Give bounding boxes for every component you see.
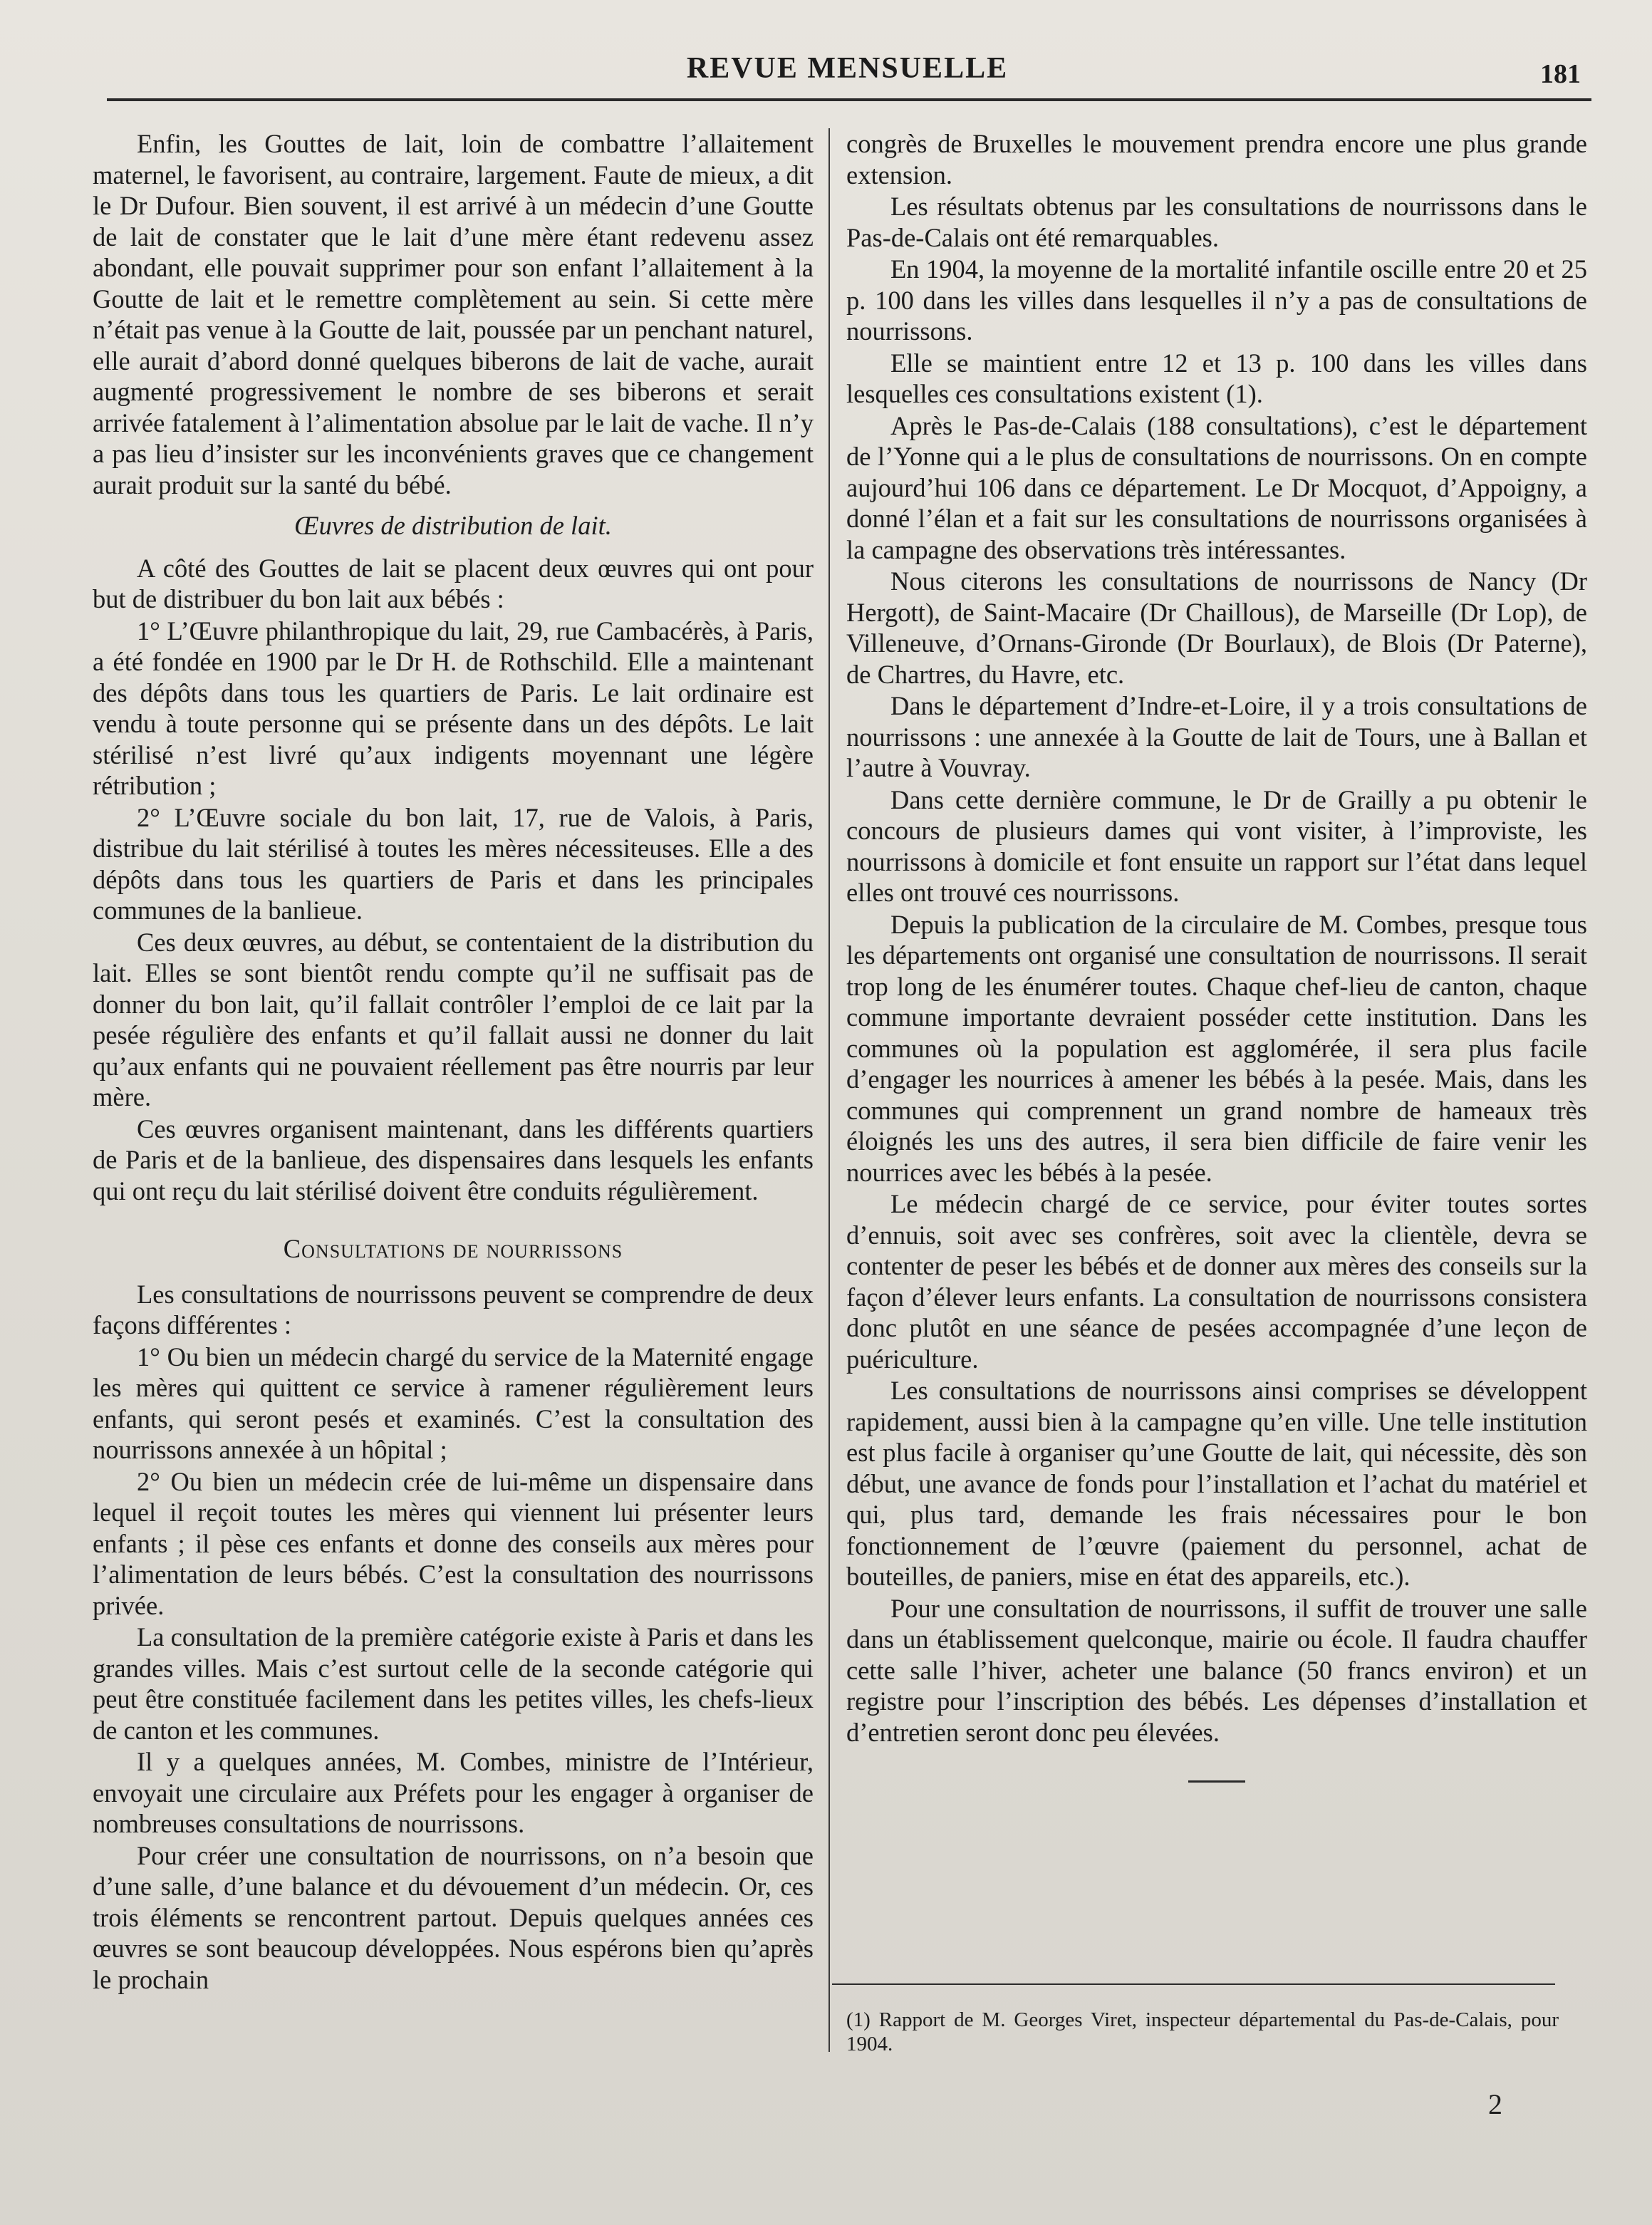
left-column xyxy=(93,128,814,1996)
paragraph: Nous citerons les consultations de nourrissons de Nancy (Dr Hergott), de Saint-Macaire (Dr Chaillous), de Marseille (Dr Lop), de Villeneuve, d’Ornans-Gironde (Dr Bourlaux), de Blois (Dr Paterne), de Chartres, du Havre, etc. xyxy=(846,566,1587,689)
sheet-signature: 2 xyxy=(1488,2088,1502,2120)
paragraph: Dans cette dernière commune, le Dr de Grailly a pu obtenir le concours de plusieurs dames qui vont visiter, à l’improviste, les nourrissons à domicile et font ensuite un rapport sur l’état dans lequel elles ont trouvé ces nourrissons. xyxy=(846,784,1587,907)
paragraph: Ces œuvres organisent maintenant, dans les différents quartiers de Paris et de la banlieue, des dispensaires dans lesquels les enfants qui ont reçu du lait stérilisé doivent être conduits régulièrement. xyxy=(93,1114,814,1205)
running-head xyxy=(107,51,1588,94)
paragraph: Depuis la publication de la circulaire de M. Combes, presque tous les départements ont organisé une consultation de nourrissons. Il serait trop long de les énumérer toutes. Chaque chef-lieu de canton, chaque commune importante devraient posséder cette institution. Dans les communes où la population est agglomérée, il sera plus facile d’engager les nourrices à amener les bébés à la pesée. Mais, dans les communes qui comprennent un grand nombre de hameaux très éloignés les uns des autres, il sera bien difficile de faire venir les nourrices avec les bébés à la pesée. xyxy=(846,909,1587,1187)
footnote: (1) Rapport de M. Georges Viret, inspecteur départemental du Pas-de-Calais, pour 1904. xyxy=(846,2008,1559,2055)
paragraph: Il y a quelques années, M. Combes, ministre de l’Intérieur, envoyait une circulaire aux Préfets pour les engager à organiser de nombreuses consultations de nourrissons. xyxy=(93,1747,814,1838)
paragraph: Les consultations de nourrissons peuvent se comprendre de deux façons différentes : xyxy=(93,1279,814,1339)
paragraph: Le médecin chargé de ce service, pour éviter toutes sortes d’ennuis, soit avec ses confrères, soit avec la clientèle, devra se contenter de peser les bébés et de donner aux mères des conseils sur la façon d’élever leurs enfants. La consultation de nourrissons consistera donc plutôt en une séance de pesées accompagnée d’une leçon de puériculture. xyxy=(846,1189,1587,1374)
paragraph: 1° L’Œuvre philanthropique du lait, 29, rue Cambacérès, à Paris, a été fondée en 1900 par le Dr H. de Rothschild. Elle a maintenant des dépôts dans tous les quartiers de Paris. Le lait ordinaire est vendu à toute personne qui se présente dans un des dépôts. Le lait stérilisé n’est livré qu’aux indigents moyennant une légère rétribution ; xyxy=(93,616,814,800)
footnote-rule xyxy=(832,1983,1555,1985)
paragraph: congrès de Bruxelles le mouvement prendra encore une plus grande extension. xyxy=(846,129,1587,190)
section-heading-distribution: Œuvres de distribution de lait. xyxy=(294,511,612,540)
paragraph: Les résultats obtenus par les consultations de nourrissons dans le Pas-de-Calais ont été remarquables. xyxy=(846,192,1587,252)
header-rule xyxy=(107,98,1591,101)
paragraph: Enfin, les Gouttes de lait, loin de combattre l’allaitement maternel, le favorisent, au contraire, largement. Faute de mieux, a dit le Dr Dufour. Bien souvent, il est arrivé à un médecin d’une Goutte de lait de constater que le lait d’une mère étant redevenu assez abondant, elle pouvait supprimer pour son enfant l’allaitement à la Goutte de lait et le remettre complètement au sein. Si cette mère n’était pas venue à la Goutte de lait, poussée par un penchant naturel, elle aurait d’abord donné quelques biberons de lait de vache, aurait augmenté progressivement le nombre de ses biberons et serait arrivée fatalement à l’alimentation absolue par le lait de vache. Il n’y a pas lieu d’insister sur les inconvénients graves que ce changement aurait produit sur la santé du bébé. xyxy=(93,129,814,499)
paragraph: La consultation de la première catégorie existe à Paris et dans les grandes villes. Mais c’est surtout celle de la seconde catégorie qui peut être constituée facilement dans les petites villes, les chefs-lieux de canton et les communes. xyxy=(93,1622,814,1745)
paragraph: A côté des Gouttes de lait se placent deux œuvres qui ont pour but de distribuer du bon lait aux bébés : xyxy=(93,553,814,613)
paragraph: En 1904, la moyenne de la mortalité infantile oscille entre 20 et 25 p. 100 dans les villes dans lesquelles il n’y a pas de consultations de nourrissons. xyxy=(846,254,1587,346)
column-divider xyxy=(828,128,830,2052)
paragraph: Elle se maintient entre 12 et 13 p. 100 dans les villes dans lesquelles ces consultations existent (1). xyxy=(846,348,1587,408)
paragraph: Pour une consultation de nourrissons, il suffit de trouver une salle dans un établissement quelconque, mairie ou école. Il faudra chauffer cette salle l’hiver, acheter une balance (50 francs environ) et un registre pour l’inscription des bébés. Les dépenses d’installation et d’entretien seront donc peu élevées. xyxy=(846,1593,1587,1747)
paragraph: 2° L’Œuvre sociale du bon lait, 17, rue de Valois, à Paris, distribue du lait stérilisé à toutes les mères nécessiteuses. Elle a des dépôts dans tous les quartiers de Paris et dans les principales communes de la banlieue. xyxy=(93,802,814,925)
journal-title: REVUE MENSUELLE xyxy=(686,52,1009,85)
right-column xyxy=(846,128,1587,1783)
end-separator xyxy=(1188,1780,1245,1783)
paragraph: 1° Ou bien un médecin chargé du service de la Maternité engage les mères qui quittent ce service à ramener régulièrement leurs enfants, qui seront pesés et examinés. C’est la consultation des nourrissons annexée à un hôpital ; xyxy=(93,1342,814,1464)
paragraph: Ces deux œuvres, au début, se contentaient de la distribution du lait. Elles se sont bientôt rendu compte qu’il ne suffisait pas de donner du bon lait, qu’il fallait contrôler l’emploi de ce lait par la pesée régulière des enfants et qu’il fallait aussi ne donner du lait qu’aux enfants qui ne pouvaient réellement pas être nourris par leur mère. xyxy=(93,927,814,1111)
section-heading-consultations: Consultations de nourrissons xyxy=(283,1234,623,1263)
paragraph: Les consultations de nourrissons ainsi comprises se développent rapidement, aussi bien à la campagne qu’en ville. Une telle institution est plus facile à organiser qu’une Goutte de lait, qui nécessite, dès son début, une avance de fonds pour l’installation et l’achat du matériel et qui, plus tard, demande les frais nécessaires pour le bon fonctionnement de l’œuvre (paiement du personnel, achat de bouteilles, de paniers, mise en état des appareils, etc.). xyxy=(846,1376,1587,1591)
paragraph: Pour créer une consultation de nourrissons, on n’a besoin que d’une salle, d’une balance et du dévouement d’un médecin. Or, ces trois éléments se rencontrent partout. Depuis quelques années ces œuvres se sont beaucoup développées. Nous espérons bien qu’après le prochain xyxy=(93,1840,814,1994)
paragraph: Dans le département d’Indre-et-Loire, il y a trois consultations de nourrissons : une annexée à la Goutte de lait de Tours, une à Ballan et l’autre à Vouvray. xyxy=(846,691,1587,782)
paragraph: Après le Pas-de-Calais (188 consultations), c’est le département de l’Yonne qui a le plus de consultations de nourrissons. On en compte aujourd’hui 106 dans ce département. Le Dr Mocquot, d’Appoigny, a donné l’élan et a fait sur les consultations de nourrissons organisées à la campagne des observations très intéressantes. xyxy=(846,410,1587,564)
paragraph: 2° Ou bien un médecin crée de lui-même un dispensaire dans lequel il reçoit toutes les mères qui viennent lui présenter leurs enfants ; il pèse ces enfants et donne des conseils aux mères pour l’alimentation de leurs bébés. C’est la consultation des nourrissons privée. xyxy=(93,1466,814,1620)
page-number: 181 xyxy=(1540,59,1581,89)
